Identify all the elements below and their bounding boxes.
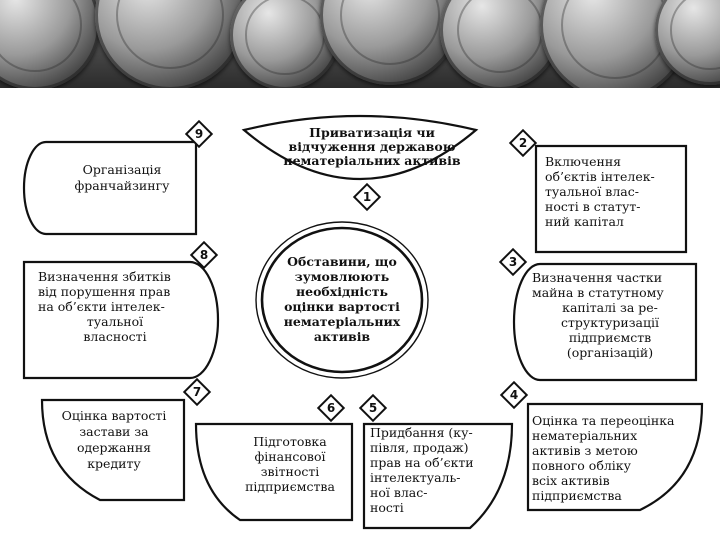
center-line-3: необхідність bbox=[295, 284, 389, 299]
item-8-line-2: від порушення прав bbox=[38, 284, 171, 299]
item-4-line-1: Оцінка та переоцінка bbox=[532, 413, 675, 428]
item-6-line-2: фінансової bbox=[254, 449, 326, 464]
item-4-line-3: активів з метою bbox=[532, 443, 638, 458]
item-9-line-1: Організація bbox=[82, 162, 162, 177]
item-5-number-badge bbox=[360, 395, 385, 420]
item-9-number: 9 bbox=[194, 127, 204, 141]
center-line-4: оцінки вартості bbox=[284, 299, 400, 314]
item-1-line-1: Приватизація чи bbox=[309, 125, 435, 140]
item-6-line-1: Підготовка bbox=[253, 434, 327, 449]
item-8-line-1: Визначення збитків bbox=[38, 269, 171, 284]
item-8-line-5: власності bbox=[83, 329, 147, 344]
item-8 bbox=[24, 242, 218, 378]
item-9 bbox=[24, 121, 212, 234]
item-2-line-2: об’єктів інтелек- bbox=[545, 169, 655, 184]
item-4-line-5: всіх активів bbox=[532, 473, 610, 488]
item-7-line-2: застави за bbox=[79, 424, 149, 439]
item-6-number-badge bbox=[318, 395, 343, 420]
item-3-number-badge bbox=[500, 249, 525, 274]
item-5-number: 5 bbox=[368, 401, 378, 415]
item-5-line-2: півля, продаж) bbox=[370, 440, 469, 455]
item-4-line-4: повного обліку bbox=[532, 458, 631, 473]
item-6 bbox=[196, 395, 352, 520]
item-7-line-3: одержання bbox=[76, 440, 152, 455]
item-6-line-4: підприємства bbox=[245, 479, 335, 494]
item-1-line-3: нематеріальних активів bbox=[283, 153, 461, 168]
item-3 bbox=[500, 249, 696, 380]
item-3-line-3: капіталі за ре- bbox=[562, 300, 658, 315]
item-3-line-6: (організацій) bbox=[566, 345, 654, 360]
item-5-line-3: прав на об’єкти bbox=[370, 455, 474, 470]
item-2-line-1: Включення bbox=[545, 154, 622, 169]
item-7-line-1: Оцінка вартості bbox=[61, 408, 167, 423]
item-8-line-4: туальної bbox=[86, 314, 144, 329]
item-6-number: 6 bbox=[326, 401, 336, 415]
item-4-number-badge bbox=[501, 382, 526, 407]
item-6-line-3: звітності bbox=[260, 464, 320, 479]
item-3-line-5: підприємств bbox=[568, 330, 652, 345]
item-2-line-3: туальної влас- bbox=[545, 184, 639, 199]
center-line-1: Обставини, що bbox=[287, 254, 397, 269]
item-3-line-1: Визначення частки bbox=[532, 270, 663, 285]
item-7-number-badge bbox=[184, 379, 209, 404]
item-5-line-5: ної влас- bbox=[370, 485, 428, 500]
item-7-line-4: кредиту bbox=[87, 456, 141, 471]
item-2-line-4: ності в статут- bbox=[545, 199, 641, 214]
item-5-line-6: ності bbox=[370, 500, 404, 515]
item-5 bbox=[360, 395, 512, 528]
center-circle bbox=[256, 222, 428, 378]
item-8-line-3: на об’єкти інтелек- bbox=[38, 299, 165, 314]
item-9-line-2: франчайзингу bbox=[74, 178, 170, 193]
item-2 bbox=[510, 130, 686, 252]
item-7-number: 7 bbox=[192, 385, 202, 399]
item-4 bbox=[501, 382, 702, 510]
item-3-line-2: майна в статутному bbox=[532, 285, 664, 300]
item-4-line-2: нематеріальних bbox=[532, 428, 638, 443]
item-4-number: 4 bbox=[509, 388, 519, 402]
item-1-number: 1 bbox=[362, 190, 372, 204]
item-1-line-2: відчуження державою bbox=[288, 139, 456, 154]
center-line-5: нематеріальних bbox=[283, 314, 401, 329]
item-1-number-badge bbox=[354, 184, 379, 209]
diagram-canvas bbox=[0, 88, 720, 540]
item-8-number: 8 bbox=[199, 248, 209, 262]
item-3-number: 3 bbox=[508, 255, 518, 269]
item-7 bbox=[42, 379, 210, 500]
item-3-line-4: структуризації bbox=[561, 315, 659, 330]
center-line-6: активів bbox=[313, 329, 371, 344]
item-2-number: 2 bbox=[518, 136, 528, 150]
item-1 bbox=[244, 116, 476, 210]
item-4-line-6: підприємства bbox=[532, 488, 622, 503]
item-2-number-badge bbox=[510, 130, 535, 155]
center-line-2: зумовлюють bbox=[294, 269, 390, 284]
item-2-line-5: ний капітал bbox=[545, 214, 624, 229]
item-5-line-4: інтелектуаль- bbox=[370, 470, 461, 485]
item-5-line-1: Придбання (ку- bbox=[370, 425, 473, 440]
coins-banner-image bbox=[0, 0, 720, 88]
